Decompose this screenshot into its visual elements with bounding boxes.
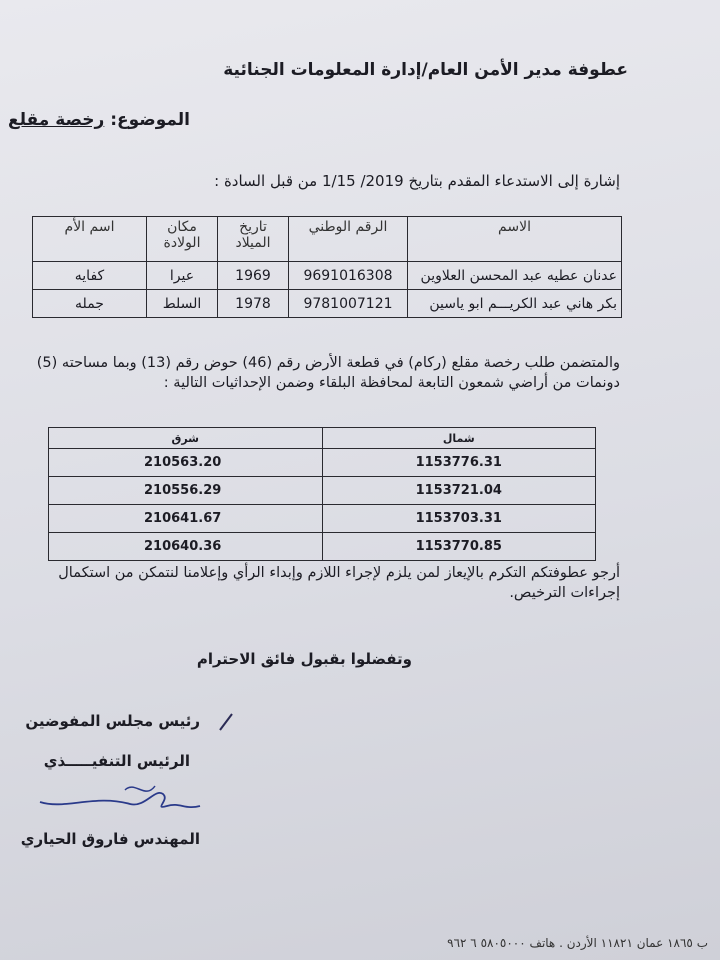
- header-national-id: الرقم الوطني: [289, 217, 408, 262]
- request-paragraph: والمتضمن طلب رخصة مقلع (ركام) في قطعة الأرض رقم (46) حوض رقم (13) وبما مساحته (5) دونمات من أراضي شمعون التابعة لمحافظة البلقاء وضمن الإحداثيات التالية :: [36, 355, 620, 391]
- addressee-line: عطوفة مدير الأمن العام/إدارة المعلومات الجنائية: [223, 60, 628, 80]
- subject-label: الموضوع:: [110, 110, 190, 130]
- north-value: 1153776.31: [322, 449, 596, 477]
- intro-line: إشارة إلى الاستدعاء المقدم بتاريخ 2019/ 1/15 من قبل السادة :: [214, 172, 620, 190]
- header-east: شرق: [49, 428, 323, 449]
- closing-line: وتفضلوا بقبول فائق الاحترام: [196, 650, 412, 668]
- request-action-paragraph: أرجو عطوفتكم التكرم بالإيعاز لمن يلزم لإجراء اللازم وإبداء الرأي وإعلامنا لنتمكن من استكمال إجراءات الترخيص.: [58, 565, 620, 601]
- subject-line: [8, 110, 190, 130]
- national-id: 9781007121: [289, 290, 408, 318]
- header-north: شمال: [322, 428, 596, 449]
- handwritten-signature: [35, 780, 205, 820]
- north-value: 1153770.85: [322, 533, 596, 561]
- person-name: عدنان عطيه عبد المحسن العلاوين: [408, 262, 622, 290]
- table-row: [33, 262, 622, 290]
- signature-title-executive: الرئيس التنفيـــــذي: [43, 752, 190, 770]
- birth-place: عيرا: [147, 262, 218, 290]
- header-birth-year: تاريخ الميلاد: [218, 217, 289, 262]
- national-id: 9691016308: [289, 262, 408, 290]
- east-value: 210640.36: [49, 533, 323, 561]
- person-name: بكر هاني عبد الكريـــم ابو ياسين: [408, 290, 622, 318]
- east-value: 210563.20: [49, 449, 323, 477]
- mother-name: كفايه: [33, 262, 147, 290]
- table-row: [49, 449, 596, 477]
- east-value: 210556.29: [49, 477, 323, 505]
- persons-header-row: [33, 217, 622, 262]
- north-value: 1153721.04: [322, 477, 596, 505]
- subject-value: رخصة مقلع: [7, 110, 105, 130]
- header-mother-name: اسم الأم: [33, 217, 147, 262]
- mother-name: جمله: [33, 290, 147, 318]
- signature-title-board: رئيس مجلس المفوضين: [25, 712, 200, 730]
- header-birth-place: مكان الولادة: [147, 217, 218, 262]
- birth-year: 1978: [218, 290, 289, 318]
- table-row: [49, 533, 596, 561]
- table-row: [49, 505, 596, 533]
- birth-year: 1969: [218, 262, 289, 290]
- east-value: 210641.67: [49, 505, 323, 533]
- north-value: 1153703.31: [322, 505, 596, 533]
- coordinates-table: [48, 427, 596, 561]
- footer-contact: ب ١٨٦٥ عمان ١١٨٢١ الأردن . هاتف ٥٨٠٥٠٠٠ ٦ ٩٦٢: [447, 936, 708, 950]
- table-row: [33, 290, 622, 318]
- handwritten-check-mark: [218, 712, 234, 732]
- birth-place: السلط: [147, 290, 218, 318]
- persons-table: [32, 216, 622, 318]
- header-name: الاسم: [408, 217, 622, 262]
- coords-header-row: [49, 428, 596, 449]
- signatory-name: المهندس فاروق الحياري: [20, 830, 200, 848]
- table-row: [49, 477, 596, 505]
